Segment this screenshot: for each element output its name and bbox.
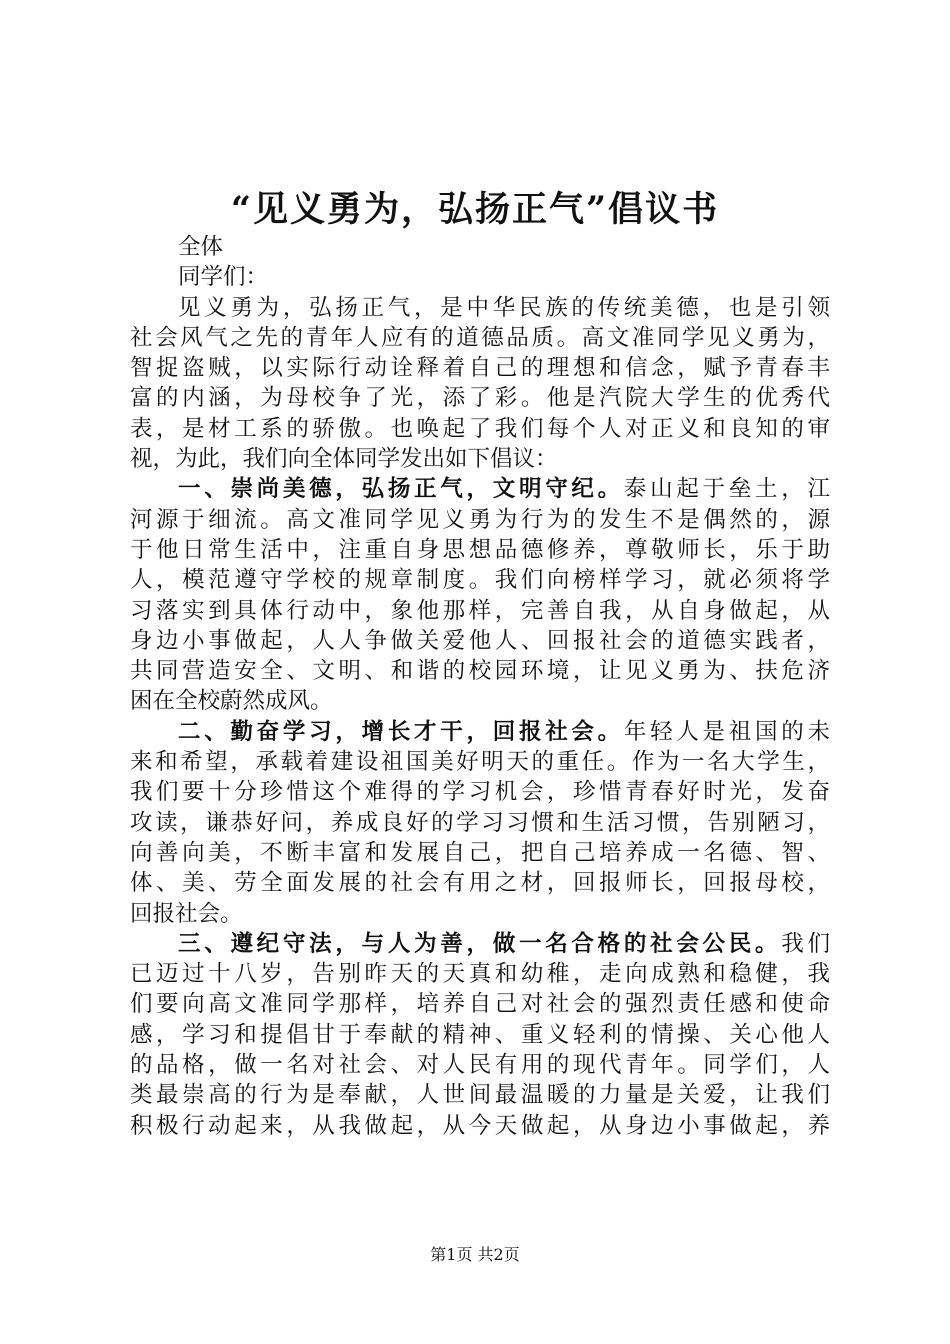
section-1-line: 身边小事做起，人人争做关爱他人、回报社会的道德实践者， [130, 627, 830, 654]
section-1-line: 困在全校蔚然成风。 [130, 688, 333, 715]
section-3-first-line-text: 我们 [781, 930, 830, 957]
section-1-line: 于他日常生活中，注重自身思想品德修养，尊敬师长，乐于助 [130, 536, 830, 563]
section-3-line: 已迈过十八岁，告别昨天的天真和幼稚，走向成熟和稳健，我 [130, 961, 830, 988]
paragraph-1-line: 视，为此，我们向全体同学发出如下倡议： [130, 446, 558, 473]
section-1-line: 习落实到具体行动中，象他那样，完善自我，从自身做起，从 [130, 597, 830, 624]
section-1-line: 人，模范遵守学校的规章制度。我们向榜样学习，就必须将学 [130, 567, 830, 594]
salutation-line-1: 全体 [178, 234, 224, 260]
document-title: “见义勇为，弘扬正气”倡议书 [230, 189, 720, 230]
section-2-line: 我们要十分珍惜这个难得的学习机会，珍惜青春好时光，发奋 [130, 779, 830, 806]
section-2-heading: 二、勤奋学习，增长才干，回报社会。 [178, 718, 624, 745]
paragraph-1-line: 社会风气之先的青年人应有的道德品质。高文准同学见义勇为， [130, 324, 830, 351]
section-3-first-line [130, 929, 830, 959]
document-body [130, 232, 830, 1141]
section-2-line: 体、美、劳全面发展的社会有用之材，回报师长，回报母校， [130, 870, 830, 897]
section-3-line: 感，学习和提倡甘于奉献的精神、重义轻利的情操、关心他人 [130, 1021, 830, 1048]
paragraph-1-line: 富的内涵，为母校争了光，添了彩。他是汽院大学生的优秀代 [130, 385, 830, 412]
page-number-footer: 第1页 共2页 [430, 1245, 520, 1264]
section-1-heading: 一、崇尚美德，弘扬正气，文明守纪。 [178, 476, 624, 503]
section-2-line: 向善向美，不断丰富和发展自己，把自己培养成一名德、智、 [130, 839, 830, 866]
section-1-line: 河源于细流。高文准同学见义勇为行为的发生不是偶然的，源 [130, 506, 830, 533]
section-2-first-line-text: 年轻人是祖国的未 [623, 718, 830, 745]
section-3-line: 的品格，做一名对社会、对人民有用的现代青年。同学们，人 [130, 1052, 830, 1079]
section-3-line: 们要向高文准同学那样，培养自己对社会的强烈责任感和使命 [130, 991, 830, 1018]
paragraph-1-line: 智捉盗贼，以实际行动诠释着自己的理想和信念，赋予青春丰 [130, 355, 830, 382]
salutation-line-2: 同学们： [178, 264, 269, 291]
section-3-heading: 三、遵纪守法，与人为善，做一名合格的社会公民。 [178, 930, 782, 957]
section-1-first-line [130, 474, 830, 504]
section-2-line: 来和希望，承载着建设祖国美好明天的重任。作为一名大学生， [130, 749, 830, 776]
paragraph-1-line: 见义勇为，弘扬正气，是中华民族的传统美德，也是引领 [178, 294, 830, 321]
section-2-line: 回报社会。 [130, 900, 243, 927]
section-1-first-line-text: 泰山起于垒土，江 [623, 476, 830, 503]
section-3-line: 类最崇高的行为是奉献，人世间最温暖的力量是关爱，让我们 [130, 1082, 830, 1109]
paragraph-1-line: 表，是材工系的骄傲。也唤起了我们每个人对正义和良知的审 [130, 415, 830, 442]
section-3-line: 积极行动起来，从我做起，从今天做起，从身边小事做起，养 [130, 1112, 830, 1139]
section-2-line: 攻读，谦恭好问，养成良好的学习习惯和生活习惯，告别陋习， [130, 809, 830, 836]
section-1-line: 共同营造安全、文明、和谐的校园环境，让见义勇为、扶危济 [130, 658, 830, 685]
section-2-first-line [130, 717, 830, 747]
